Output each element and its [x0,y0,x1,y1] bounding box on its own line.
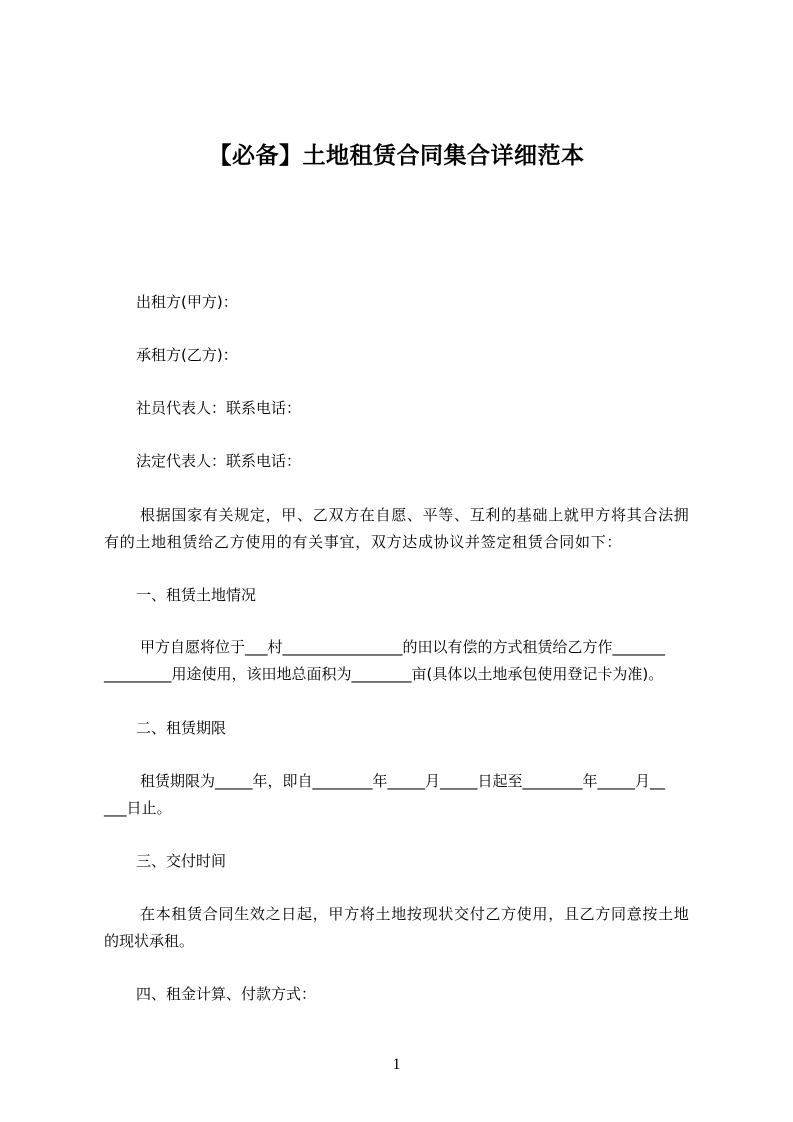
document-title: 【必备】土地租赁合同集合详细范本 [208,143,585,169]
section-2-line-1: 租赁期限为_____年，即自________年_____月_____日起至________年_____月__ [140,772,666,790]
lessee-line: 承租方(乙方)： [136,346,238,364]
section-3-line-2: 的现状承租。 [104,932,195,950]
lessor-line: 出租方(甲方)： [136,293,238,311]
section-3-line-1: 在本租赁合同生效之日起，甲方将土地按现状交付乙方使用，且乙方同意按土地 [140,905,690,923]
page-number: 1 [392,1056,401,1073]
member-representative-line: 社员代表人：联系电话： [136,399,302,417]
section-2-line-2: ___日止。 [104,799,172,817]
section-2-heading: 二、租赁期限 [136,719,227,737]
section-1-line-2: _________用途使用，该田地总面积为________亩(具体以土地承包使用登记卡为准)。 [104,665,664,683]
intro-line-1: 根据国家有关规定，甲、乙双方在自愿、平等、互利的基础上就甲方将其合法拥 [140,506,690,524]
section-3-heading: 三、交付时间 [136,852,227,870]
section-1-heading: 一、租赁土地情况 [136,586,257,604]
legal-representative-line: 法定代表人：联系电话： [136,452,302,470]
section-4-heading: 四、租金计算、付款方式： [136,985,317,1003]
section-1-line-1: 甲方自愿将位于___村________________的田以有偿的方式租赁给乙方作_______ [140,638,666,656]
intro-line-2: 有的土地租赁给乙方使用的有关事宜，双方达成协议并签定租赁合同如下： [104,533,623,551]
